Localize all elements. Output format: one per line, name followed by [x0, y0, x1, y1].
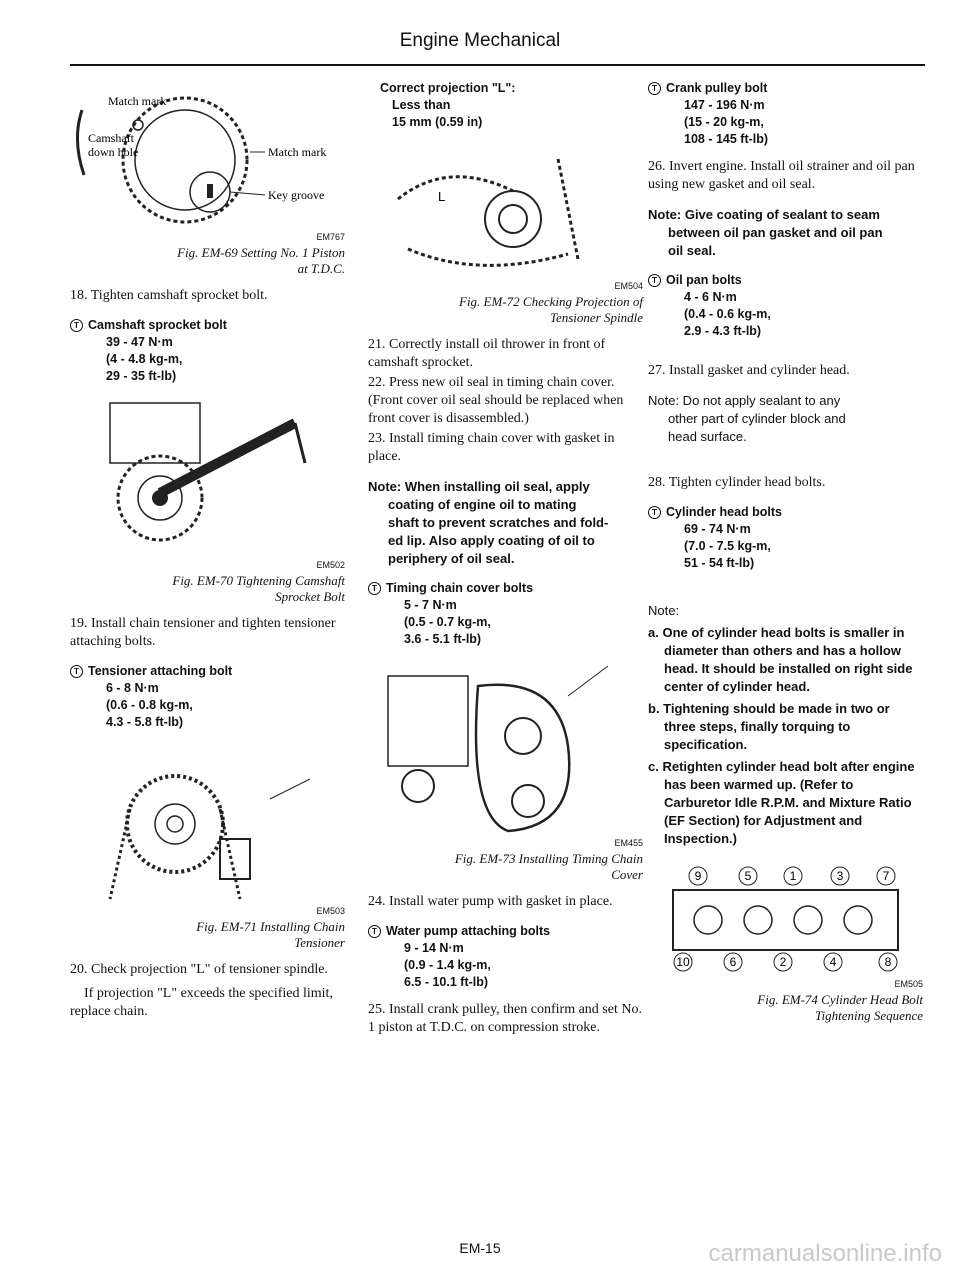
note-item-c: c. Retighten cylinder head bolt after engine has been warmed up. (Refer to Carburetor Idle R.P.M. and Mixture Ratio (EF Section) for Adjustment and Inspection.)	[648, 759, 915, 846]
torque-spec-oil-pan: T Oil pan bolts 4 - 6 N·m (0.4 - 0.6 kg-m, 2.9 - 4.3 ft-lb)	[648, 272, 923, 340]
figure-em73	[368, 656, 643, 883]
torque-wrench-icon: T	[70, 665, 83, 678]
svg-text:5: 5	[744, 869, 752, 883]
label-match-mark-1: Match mark	[108, 94, 167, 108]
step-22: 22. Press new oil seal in timing chain cover. (Front cover oil seal should be replaced when front cover is disassembled.)	[368, 375, 624, 426]
figure-code: EM502	[316, 560, 345, 570]
head-bolt-sequence-diagram	[648, 862, 923, 977]
figure-code: EM504	[614, 281, 643, 291]
figure-caption: Fig. EM-69 Setting No. 1 Piston at T.D.C.	[177, 245, 345, 276]
note-sealant-seam: Note: Give coating of sealant to seam between oil pan gasket and oil pan oil seal.	[648, 207, 883, 258]
step-26: 26. Invert engine. Install oil strainer and oil pan using new gasket and oil seal.	[648, 159, 915, 192]
torque-wrench-icon: T	[648, 506, 661, 519]
torque-spec-water-pump: T Water pump attaching bolts 9 - 14 N·m (0.9 - 1.4 kg-m, 6.5 - 10.1 ft-lb)	[368, 923, 643, 991]
wrench-on-sprocket-diagram	[70, 393, 345, 558]
torque-wrench-icon: T	[368, 582, 381, 595]
figure-em70	[70, 393, 345, 605]
figure-caption: Fig. EM-71 Installing Chain Tensioner	[196, 919, 345, 950]
figure-caption: Fig. EM-74 Cylinder Head Bolt Tightening Sequence	[757, 992, 923, 1023]
projection-spec: Correct projection "L": Less than 15 mm (0.59 in)	[380, 81, 516, 129]
page-header: Engine Mechanical	[399, 30, 561, 51]
label-l: L	[438, 189, 446, 204]
step-21: 21. Correctly install oil thrower in front of camshaft sprocket.	[368, 337, 606, 370]
tensioner-projection-diagram	[368, 139, 643, 279]
torque-wrench-icon: T	[648, 274, 661, 287]
label-key-groove: Key groove	[268, 188, 325, 202]
label-match-mark-2: Match mark	[268, 145, 327, 159]
note-no-sealant: Note: Do not apply sealant to any other part of cylinder block and head surface.	[648, 393, 846, 444]
svg-text:6: 6	[729, 955, 737, 969]
note-item-b: b. Tightening should be made in two or three steps, finally torquing to specification.	[648, 701, 890, 752]
step-24: 24. Install water pump with gasket in place.	[368, 894, 613, 909]
timing-chain-cover-diagram	[368, 656, 643, 836]
step-25: 25. Install crank pulley, then confirm and set No. 1 piston at T.D.C. on compression stroke.	[368, 1002, 642, 1035]
torque-spec-crank-pulley: T Crank pulley bolt 147 - 196 N·m (15 - 20 kg-m, 108 - 145 ft-lb)	[648, 80, 923, 148]
chain-tensioner-diagram	[70, 739, 345, 904]
label-camshaft: Camshaft	[88, 131, 134, 145]
figure-code: EM503	[316, 906, 345, 916]
torque-spec-tensioner: T Tensioner attaching bolt 6 - 8 N·m (0.6 - 0.8 kg-m, 4.3 - 5.8 ft-lb)	[70, 663, 345, 731]
figure-em69	[70, 80, 345, 277]
torque-wrench-icon: T	[648, 82, 661, 95]
figure-code: EM455	[614, 838, 643, 848]
step-20: 20. Check projection "L" of tensioner spindle.	[70, 962, 328, 977]
figure-code: EM505	[894, 979, 923, 989]
figure-caption: Fig. EM-72 Checking Projection of Tensioner Spindle	[459, 294, 643, 325]
step-18: 18. Tighten camshaft sprocket bolt.	[70, 288, 268, 303]
step-19: 19. Install chain tensioner and tighten tensioner attaching bolts.	[70, 616, 336, 649]
svg-text:10: 10	[676, 955, 690, 969]
column-1	[70, 80, 345, 1021]
figure-em74	[648, 862, 923, 1024]
label-down-hole: down hole	[88, 145, 139, 159]
figure-code: EM767	[316, 232, 345, 242]
figure-em72	[368, 139, 643, 326]
svg-text:8: 8	[884, 955, 892, 969]
header-rule	[70, 64, 925, 66]
column-2	[368, 80, 643, 1037]
torque-wrench-icon: T	[368, 925, 381, 938]
step-28: 28. Tighten cylinder head bolts.	[648, 475, 826, 490]
watermark: carmanualsonline.info	[708, 1240, 942, 1267]
page-number: EM-15	[459, 1240, 501, 1256]
svg-text:1: 1	[789, 869, 797, 883]
svg-text:2: 2	[779, 955, 787, 969]
step-20-detail: If projection "L" exceeds the specified limit, replace chain.	[70, 986, 333, 1019]
step-23: 23. Install timing chain cover with gasket in place.	[368, 431, 615, 464]
svg-text:3: 3	[836, 869, 844, 883]
torque-wrench-icon: T	[70, 319, 83, 332]
note-label: Note:	[648, 603, 680, 618]
column-3	[648, 80, 923, 1024]
step-27: 27. Install gasket and cylinder head.	[648, 363, 850, 378]
note-oil-seal: Note: When installing oil seal, apply coating of engine oil to mating shaft to prevent scratches and fold- ed lip. Also apply coating of oil to periphery of oil seal.	[368, 479, 609, 566]
sprocket-match-mark-diagram	[70, 80, 345, 230]
note-item-a: a. One of cylinder head bolts is smaller in diameter than others and has a hollow head. It should be installed on right side center of cylinder head.	[648, 625, 913, 694]
svg-text:7: 7	[882, 869, 890, 883]
figure-caption: Fig. EM-73 Installing Timing Chain Cover	[454, 851, 643, 882]
torque-spec-camshaft: T Camshaft sprocket bolt 39 - 47 N·m (4 - 4.8 kg-m, 29 - 35 ft-lb)	[70, 317, 345, 385]
figure-em71	[70, 739, 345, 951]
torque-spec-cylinder-head: T Cylinder head bolts 69 - 74 N·m (7.0 - 7.5 kg-m, 51 - 54 ft-lb)	[648, 504, 923, 572]
torque-spec-chain-cover: T Timing chain cover bolts 5 - 7 N·m (0.5 - 0.7 kg-m, 3.6 - 5.1 ft-lb)	[368, 580, 643, 648]
svg-text:4: 4	[829, 955, 837, 969]
svg-text:9: 9	[694, 869, 702, 883]
figure-caption: Fig. EM-70 Tightening Camshaft Sprocket Bolt	[172, 573, 345, 604]
